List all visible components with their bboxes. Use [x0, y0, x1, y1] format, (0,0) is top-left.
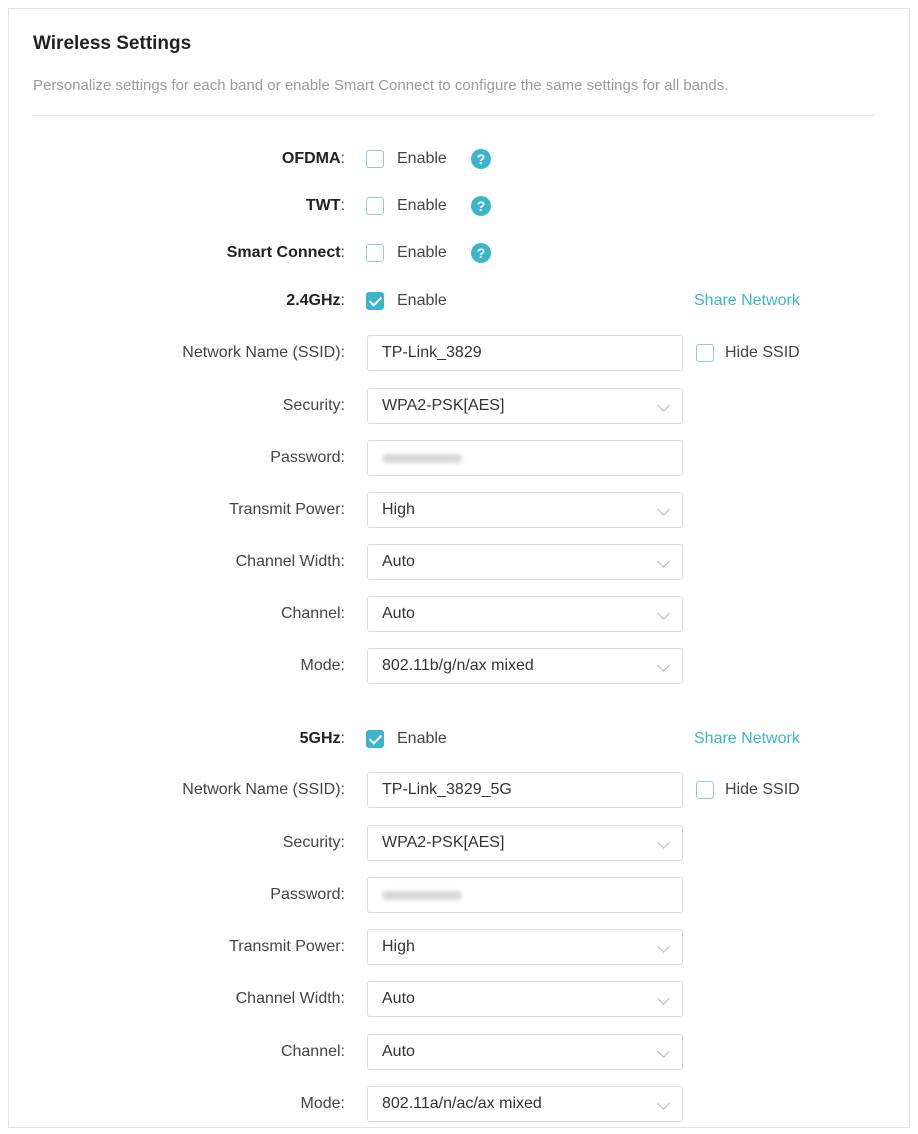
chevron-down-icon: [657, 503, 670, 516]
chevron-down-icon: [657, 836, 670, 849]
chevron-down-icon: [657, 607, 670, 620]
smart-connect-enable-label: Enable: [397, 244, 447, 261]
band-5ghz-hide-ssid-label: Hide SSID: [725, 781, 800, 798]
twt-label: TWT: [305, 197, 341, 214]
chevron-down-icon: [657, 1045, 670, 1058]
smart-connect-label: Smart Connect: [226, 244, 341, 261]
band-5ghz-security-select[interactable]: WPA2-PSK[AES]: [367, 825, 683, 861]
divider: [33, 115, 875, 116]
password-label: Password:: [270, 886, 345, 903]
band-24ghz-enable-label: Enable: [397, 292, 447, 309]
band-24ghz-width-row: [9, 544, 909, 580]
chevron-down-icon: [657, 399, 670, 412]
band-5ghz-share-network-link[interactable]: Share Network: [694, 730, 800, 747]
password-obscured-value: [382, 454, 462, 463]
transmit-power-label: Transmit Power:: [229, 938, 345, 955]
twt-enable-label: Enable: [397, 197, 447, 214]
band-5ghz-mode-select[interactable]: 802.11a/n/ac/ax mixed: [367, 1086, 683, 1122]
band-5ghz-ssid-row: [9, 772, 909, 808]
band-24ghz-security-select[interactable]: WPA2-PSK[AES]: [367, 388, 683, 424]
band-5ghz-enable-label: Enable: [397, 730, 447, 747]
band-24ghz-ssid-row: [9, 335, 909, 371]
twt-enable-checkbox[interactable]: [366, 197, 384, 215]
band-5ghz-row: 5GHz: Enable Share Network: [9, 721, 909, 757]
chevron-down-icon: [657, 1097, 670, 1110]
twt-help-icon[interactable]: ?: [471, 196, 491, 216]
smart-connect-help-icon[interactable]: ?: [471, 243, 491, 263]
channel-width-label: Channel Width:: [235, 990, 345, 1007]
security-label: Security:: [282, 397, 345, 414]
ssid-label: Network Name (SSID):: [182, 344, 345, 361]
ofdma-label: OFDMA: [281, 150, 341, 167]
band-24ghz-row: 2.4GHz: Enable Share Network: [9, 283, 909, 319]
band-5ghz-transmit-power-select[interactable]: High: [367, 929, 683, 965]
band-24ghz-channel-select[interactable]: Auto: [367, 596, 683, 632]
band-24ghz-transmit-power-select[interactable]: High: [367, 492, 683, 528]
band-5ghz-security-row: [9, 825, 909, 861]
ofdma-row: OFDMA: Enable ?: [9, 141, 909, 177]
channel-label: Channel:: [280, 1043, 345, 1060]
band-24ghz-channel-width-select[interactable]: Auto: [367, 544, 683, 580]
band-5ghz-channel-row: [9, 1034, 909, 1070]
page-description: Personalize settings for each band or enable Smart Connect to configure the same settings for all bands.: [33, 77, 729, 94]
ofdma-enable-checkbox[interactable]: [366, 150, 384, 168]
band-24ghz-security-row: [9, 388, 909, 424]
band-5ghz-password-row: [9, 877, 909, 913]
band-5ghz-mode-row: [9, 1086, 909, 1122]
band-5ghz-enable-checkbox[interactable]: [366, 730, 384, 748]
mode-label: Mode:: [300, 657, 345, 674]
smart-connect-row: Smart Connect: Enable ?: [9, 235, 909, 271]
ofdma-enable-label: Enable: [397, 150, 447, 167]
band-24ghz-hide-ssid-label: Hide SSID: [725, 344, 800, 361]
chevron-down-icon: [657, 940, 670, 953]
band-5ghz-power-row: [9, 929, 909, 965]
band-24ghz-channel-row: [9, 596, 909, 632]
ofdma-help-icon[interactable]: ?: [471, 149, 491, 169]
ssid-label: Network Name (SSID):: [182, 781, 345, 798]
security-label: Security:: [282, 834, 345, 851]
band-24ghz-enable-checkbox[interactable]: [366, 292, 384, 310]
band-24ghz-ssid-input[interactable]: TP-Link_3829: [367, 335, 683, 371]
transmit-power-label: Transmit Power:: [229, 501, 345, 518]
band-24ghz-hide-ssid-checkbox[interactable]: [696, 344, 714, 362]
band-5ghz-label: 5GHz: [299, 730, 341, 747]
wireless-settings-panel: [8, 8, 910, 1128]
band-5ghz-hide-ssid-checkbox[interactable]: [696, 781, 714, 799]
band-5ghz-channel-width-select[interactable]: Auto: [367, 981, 683, 1017]
channel-label: Channel:: [280, 605, 345, 622]
password-label: Password:: [270, 449, 345, 466]
chevron-down-icon: [657, 659, 670, 672]
smart-connect-enable-checkbox[interactable]: [366, 244, 384, 262]
page-title: Wireless Settings: [33, 33, 192, 54]
channel-width-label: Channel Width:: [235, 553, 345, 570]
band-5ghz-ssid-input[interactable]: TP-Link_3829_5G: [367, 772, 683, 808]
band-5ghz-width-row: [9, 981, 909, 1017]
chevron-down-icon: [657, 992, 670, 1005]
band-24ghz-power-row: [9, 492, 909, 528]
band-24ghz-mode-select[interactable]: 802.11b/g/n/ax mixed: [367, 648, 683, 684]
band-5ghz-password-input[interactable]: [367, 877, 683, 913]
band-24ghz-password-input[interactable]: [367, 440, 683, 476]
twt-row: TWT: Enable ?: [9, 188, 909, 224]
band-5ghz-channel-select[interactable]: Auto: [367, 1034, 683, 1070]
band-24ghz-label: 2.4GHz: [286, 292, 341, 309]
password-obscured-value: [382, 891, 462, 900]
chevron-down-icon: [657, 555, 670, 568]
band-24ghz-password-row: [9, 440, 909, 476]
band-24ghz-share-network-link[interactable]: Share Network: [694, 292, 800, 309]
band-24ghz-mode-row: [9, 648, 909, 684]
mode-label: Mode:: [300, 1095, 345, 1112]
